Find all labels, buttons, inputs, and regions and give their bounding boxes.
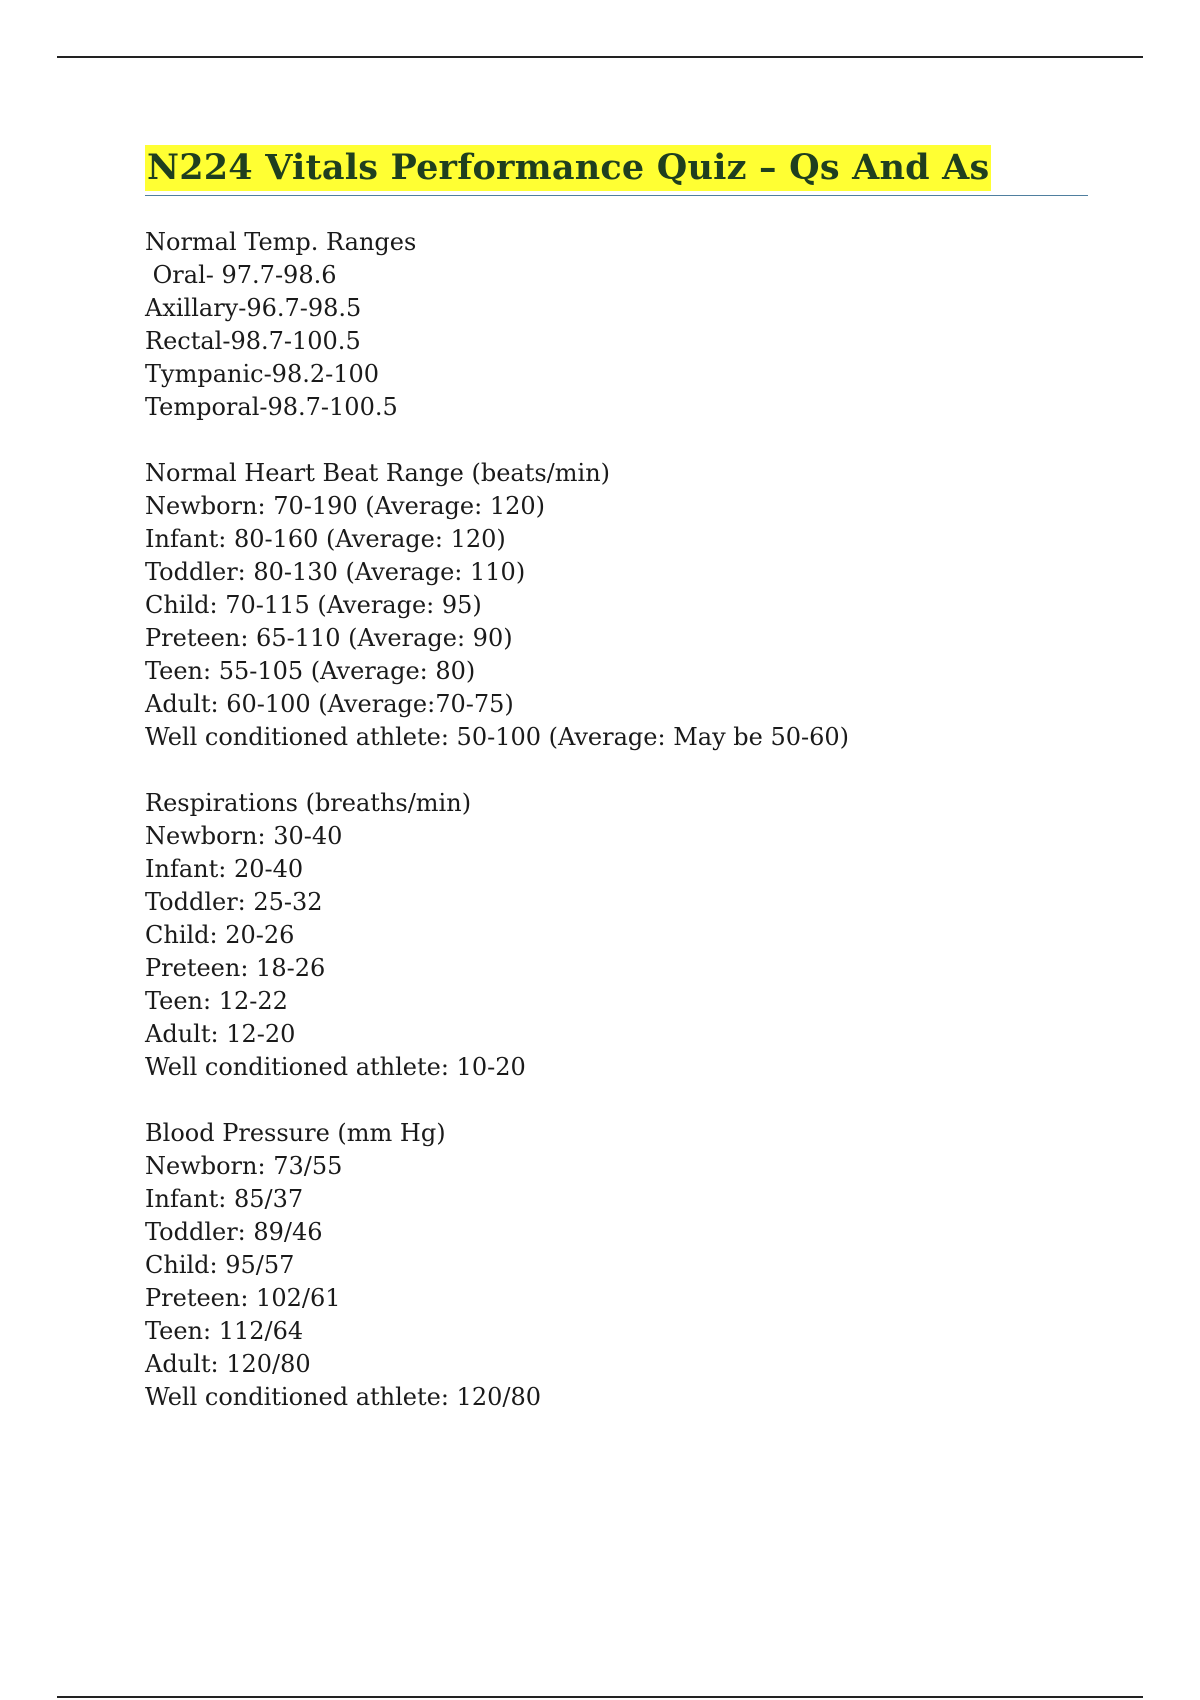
section-temp-ranges — [145, 226, 1088, 424]
section-respirations — [145, 787, 1088, 1084]
respiration-line: Well conditioned athlete: 10-20 — [145, 1053, 526, 1081]
heart-rate-line: Well conditioned athlete: 50-100 (Average: May be 50-60) — [145, 723, 850, 751]
respiration-line: Adult: 12-20 — [145, 1020, 296, 1048]
blood-pressure-line: Teen: 112/64 — [145, 1317, 304, 1345]
respiration-line: Child: 20-26 — [145, 921, 295, 949]
respiration-line: Toddler: 25-32 — [145, 888, 323, 916]
temp-line: Tympanic-98.2-100 — [145, 360, 380, 388]
document-title: N224 Vitals Performance Quiz – Qs And As — [145, 145, 991, 191]
temp-line: Temporal-98.7-100.5 — [145, 393, 398, 421]
heart-rate-line: Preteen: 65-110 (Average: 90) — [145, 624, 513, 652]
heart-rate-line: Adult: 60-100 (Average:70-75) — [145, 690, 514, 718]
section-heart-rate — [145, 457, 1088, 754]
temp-line: Rectal-98.7-100.5 — [145, 327, 361, 355]
respiration-line: Teen: 12-22 — [145, 987, 288, 1015]
document-body — [145, 145, 1088, 1447]
heart-rate-line: Child: 70-115 (Average: 95) — [145, 591, 482, 619]
temp-line: Oral- 97.7-98.6 — [145, 261, 337, 289]
vitals-sections — [145, 226, 1088, 1414]
blood-pressure-line: Child: 95/57 — [145, 1251, 295, 1279]
blood-pressure-line: Newborn: 73/55 — [145, 1152, 343, 1180]
section-heading: Normal Heart Beat Range (beats/min) — [145, 459, 611, 487]
respiration-line: Preteen: 18-26 — [145, 954, 326, 982]
respiration-line: Infant: 20-40 — [145, 855, 304, 883]
heart-rate-line: Toddler: 80-130 (Average: 110) — [145, 558, 526, 586]
heart-rate-line: Newborn: 70-190 (Average: 120) — [145, 492, 546, 520]
section-blood-pressure — [145, 1117, 1088, 1414]
section-heading: Respirations (breaths/min) — [145, 789, 472, 817]
blood-pressure-line: Adult: 120/80 — [145, 1350, 311, 1378]
section-heading: Normal Temp. Ranges — [145, 228, 417, 256]
title-underline — [145, 145, 1088, 196]
respiration-line: Newborn: 30-40 — [145, 822, 343, 850]
temp-line: Axillary-96.7-98.5 — [145, 294, 362, 322]
blood-pressure-line: Infant: 85/37 — [145, 1185, 304, 1213]
blood-pressure-line: Preteen: 102/61 — [145, 1284, 341, 1312]
heart-rate-line: Teen: 55-105 (Average: 80) — [145, 657, 476, 685]
section-heading: Blood Pressure (mm Hg) — [145, 1119, 446, 1147]
page-top-rule — [57, 56, 1143, 58]
blood-pressure-line: Toddler: 89/46 — [145, 1218, 323, 1246]
page-bottom-rule — [57, 1696, 1143, 1698]
blood-pressure-line: Well conditioned athlete: 120/80 — [145, 1383, 541, 1411]
heart-rate-line: Infant: 80-160 (Average: 120) — [145, 525, 506, 553]
